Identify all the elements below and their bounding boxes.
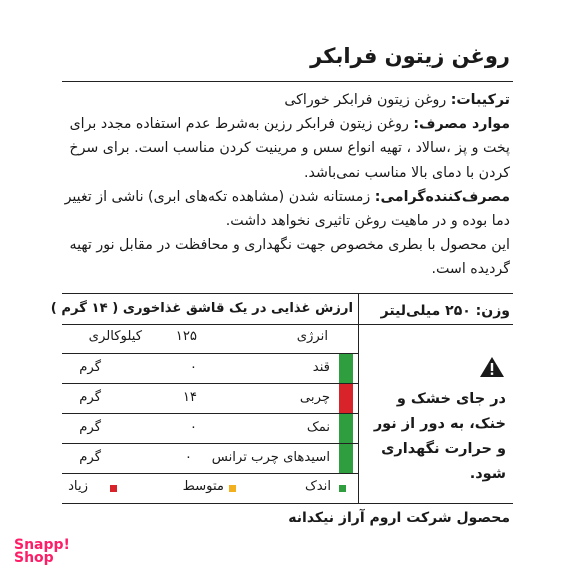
legend-label-medium: متوسط [182,479,224,494]
product-title: روغن زیتون فرابکر [310,44,510,68]
row-divider [62,473,358,474]
ingredients-text: روغن زیتون فرابکر خوراکی [284,92,451,108]
level-bar-low [339,414,353,443]
nutrient-unit: گرم [79,390,101,405]
divider-top [62,81,513,82]
legend-label-low: اندک [304,479,331,494]
storage-instructions: در جای خشک و خنک، به دور از نور و حرارت نگهداری شود. [373,391,506,482]
nutrient-name: قند [312,360,330,375]
divider-bottom [62,503,513,504]
nutrient-name: انرژی [296,329,328,344]
row-divider [62,353,358,354]
table-header-divider [62,324,513,325]
logo-line-1: Snapp! [14,537,70,553]
nutrient-value: ۰ [184,450,192,465]
logo-line-2: Shop [14,550,54,566]
nutrient-value: ۰ [189,420,197,435]
nutrient-name: اسیدهای چرب ترانس [211,450,330,465]
divider-table-top [62,293,513,294]
ingredients-label: ترکیبات: [450,92,510,108]
nutrient-value: ۱۴ [182,390,197,405]
usage-label: موارد مصرف: [413,116,510,133]
nutrient-unit: کیلوکالری [88,329,142,344]
warning-icon [479,356,505,378]
usage-text: روغن زیتون فرابکر رزین به‌شرط عدم استفاده مجدد برای پخت و پز ،سالاد ، تهیه انواع سس و مرینیت کردن مناسب است. برای سرخ کردن با دمای بالا مناسب نمی‌باشد. [69,116,510,181]
ingredients-line [60,88,510,112]
producer-line: محصول شرکت اروم آراز نیکدانه [288,510,510,526]
level-bar-high [339,384,353,413]
nutrient-unit: گرم [79,360,101,375]
snapp-shop-logo [14,539,70,565]
nutrient-unit: گرم [79,420,101,435]
consumer-text: زمستانه شدن (مشاهده تکه‌های ابری) ناشی از تغییر دما بوده و در ماهیت روغن تاثیری نخواهد داشت. [64,188,510,230]
row-divider [62,413,358,414]
legend-swatch-medium [229,485,236,492]
nutrient-name: چربی [299,390,330,405]
description-block [60,88,510,282]
nutrient-value: ۰ [189,360,197,375]
legend-label-high: زیاد [68,479,88,494]
row-divider [62,443,358,444]
level-bar-low [339,354,353,383]
row-divider [62,383,358,384]
packaging-note: این محصول با بطری مخصوص جهت نگهداری و محافظت در مقابل نور تهیه گردیده است. [69,237,510,278]
nutrient-unit: گرم [79,450,101,465]
net-weight: وزن: ۲۵۰ میلی‌لیتر [380,303,510,319]
consumer-label: مصرف‌کننده‌گرامی: [374,188,510,205]
nutrient-value: ۱۲۵ [175,329,197,344]
level-bar-low [339,444,353,473]
legend-swatch-high [110,485,117,492]
consumer-paragraph [60,185,510,233]
legend-swatch-low [339,485,346,492]
nutrition-header: ارزش غذایی در یک قاشق غذاخوری ( ۱۴ گرم ) [50,301,353,316]
usage-paragraph [60,112,510,185]
nutrient-name: نمک [306,420,330,435]
